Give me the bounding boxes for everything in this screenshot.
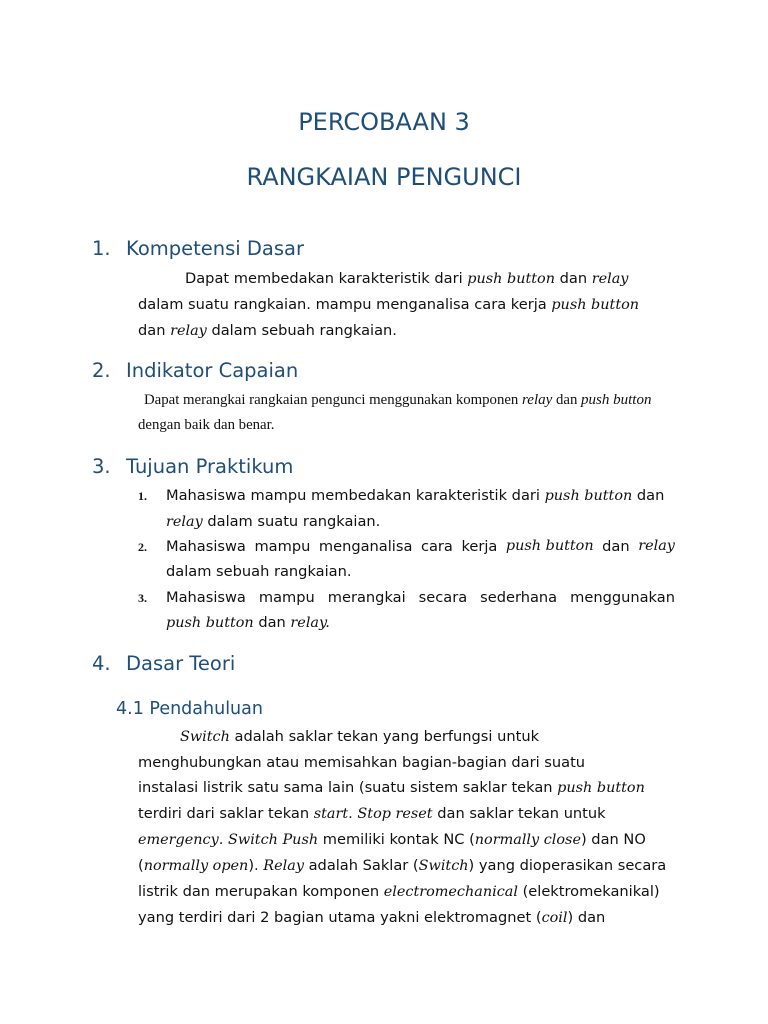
text-run: Dapat merangkai rangkaian pengunci menggunakan komponen [144, 392, 523, 408]
italic-term: push button [557, 780, 645, 796]
italic-term: Switch [180, 729, 230, 745]
paragraph-line [138, 388, 674, 413]
paragraph-line [138, 750, 674, 775]
paragraph-line [166, 559, 675, 584]
paragraph-line [166, 483, 675, 509]
text-run: ( [138, 857, 144, 874]
text-run: . [218, 831, 229, 848]
section-title: Indikator Capaian [126, 359, 299, 382]
text-run: yang terdiri dari 2 bagian utama yakni elektromagnet ( [138, 909, 542, 926]
text-run: terdiri dari saklar tekan [138, 805, 314, 822]
list-item [166, 483, 675, 535]
text-run: ) dan NO [580, 831, 646, 848]
section-title: Kompetensi Dasar [126, 237, 304, 260]
word: Mahasiswa [166, 589, 246, 606]
italic-term: electromechanical [383, 884, 518, 900]
italic-term: emergency [138, 832, 219, 848]
text-run: ) yang dioperasikan secara [468, 857, 667, 874]
section-heading-indikator [92, 359, 298, 382]
justified-line [166, 534, 675, 559]
word: kerja [461, 538, 498, 555]
section-heading-kompetensi [92, 237, 304, 260]
list-item-number: 1. [138, 489, 147, 503]
justified-line [166, 585, 675, 610]
text-run: dengan baik dan benar. [138, 417, 275, 433]
text-run: Dapat membedakan karakteristik dari [185, 270, 468, 287]
italic-term: relay [638, 538, 675, 554]
text-run: dalam sebuah rangkaian. [206, 322, 397, 339]
paragraph-line [138, 266, 674, 292]
italic-term: Stop reset [357, 806, 433, 822]
text-run: instalasi listrik satu sama lain (suatu sistem saklar tekan [138, 779, 558, 796]
text-run: . [348, 805, 358, 822]
italic-term: push button [581, 392, 652, 408]
word: Mahasiswa [166, 538, 246, 555]
italic-term: Relay [263, 858, 304, 874]
word: dan [602, 538, 630, 555]
text-run: adalah Saklar ( [303, 857, 419, 874]
paragraph-line [138, 853, 674, 879]
section-heading-dasar-teori [92, 652, 235, 675]
text-run: dan [138, 322, 171, 339]
italic-term: push button [467, 271, 555, 287]
page-title: PERCOBAAN 3 [298, 108, 470, 136]
word: cara [420, 538, 453, 555]
page-subtitle: RANGKAIAN PENGUNCI [246, 163, 522, 191]
word: merangkai [327, 589, 406, 606]
italic-term: Switch [418, 858, 469, 874]
word: mampu [254, 538, 311, 555]
italic-term: relay [166, 514, 203, 530]
subsection-heading: 4.1 Pendahuluan [116, 699, 263, 719]
paragraph-line [138, 292, 674, 318]
italic-term: push button [544, 488, 633, 504]
paragraph-line [138, 318, 674, 344]
section-title: Tujuan Praktikum [126, 455, 294, 478]
paragraph-line [138, 724, 674, 750]
italic-term: push button [505, 538, 594, 554]
italic-term: Switch Push [228, 832, 319, 848]
italic-term: relay. [290, 615, 330, 631]
text-run: ) dan [567, 909, 606, 926]
paragraph-line [138, 413, 674, 438]
italic-term: coil [541, 910, 568, 926]
text-run: dan saklar tekan untuk [432, 805, 606, 822]
text-run: Mahasiswa mampu membedakan karakteristik dari [166, 487, 545, 504]
text-run: dan [552, 392, 582, 408]
italic-term: start [313, 806, 349, 822]
text-run: dalam sebuah rangkaian. [166, 563, 352, 580]
paragraph-line [166, 509, 675, 535]
section-number: 3. [92, 455, 111, 478]
word: sederhana [480, 589, 558, 606]
italic-term: relay [591, 271, 629, 287]
text-run: dalam suatu rangkaian. [202, 513, 381, 530]
text-run: dan [554, 270, 592, 287]
word: menggunakan [570, 589, 675, 606]
paragraph-kompetensi [138, 266, 674, 344]
list-item [166, 585, 675, 636]
italic-term: push button [166, 615, 254, 631]
text-run: dan [632, 487, 665, 504]
paragraph-line [138, 775, 674, 801]
text-run: adalah saklar tekan yang berfungsi untuk [229, 728, 540, 745]
word: mampu [258, 589, 315, 606]
section-heading-tujuan [92, 455, 293, 478]
section-number: 1. [92, 237, 111, 260]
paragraph-line [138, 827, 674, 853]
section-title: Dasar Teori [126, 652, 236, 675]
list-item-number: 2. [138, 540, 147, 554]
section-number: 2. [92, 359, 111, 382]
italic-term: normally close [474, 832, 581, 848]
paragraph-line [138, 905, 674, 931]
paragraph-line [166, 610, 675, 636]
italic-term: normally open [143, 858, 249, 874]
italic-term: relay [522, 392, 553, 408]
paragraph-line [138, 801, 674, 827]
text-run: ). [248, 857, 264, 874]
text-run: (elektromekanikal) [517, 883, 660, 900]
paragraph-line [138, 879, 674, 905]
list-item [166, 534, 675, 584]
paragraph-pendahuluan [138, 724, 674, 931]
text-run: dalam suatu rangkaian. mampu menganalisa cara kerja [138, 296, 552, 313]
section-number: 4. [92, 652, 111, 675]
italic-term: push button [551, 297, 640, 313]
text-run: dan [253, 614, 291, 631]
list-item-number: 3. [138, 591, 147, 605]
word: secara [418, 589, 468, 606]
word: menganalisa [318, 538, 413, 555]
text-run: memiliki kontak NC ( [318, 831, 475, 848]
text-run: listrik dan merupakan komponen [138, 883, 384, 900]
italic-term: relay [170, 323, 207, 339]
text-run: menghubungkan atau memisahkan bagian-bagian dari suatu [138, 754, 586, 771]
paragraph-indikator [138, 388, 674, 438]
